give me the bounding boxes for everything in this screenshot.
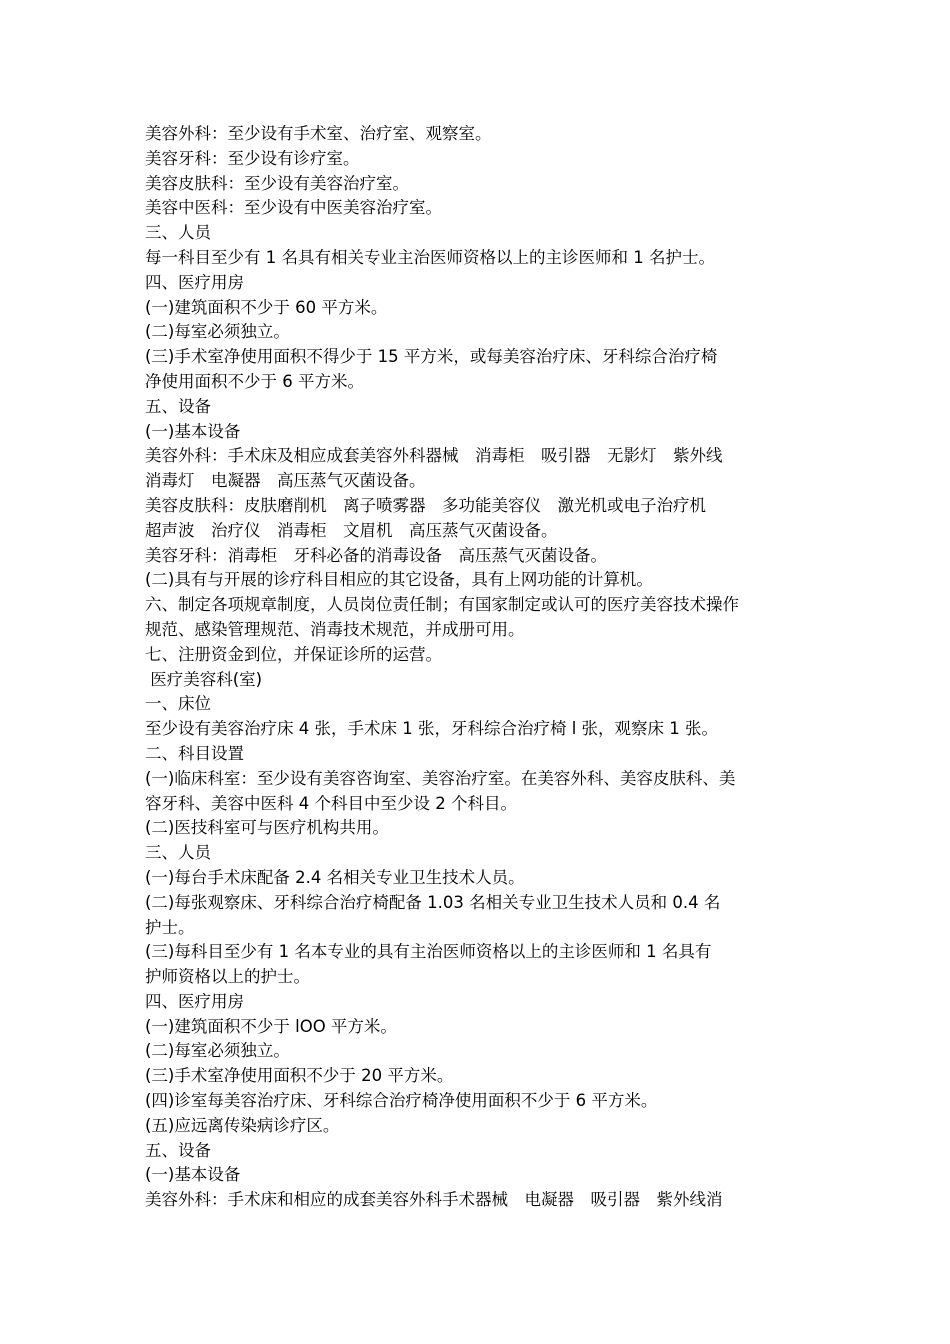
text-line: 超声波 治疗仪 消毒柜 文眉机 高压蒸气灭菌设备。 xyxy=(145,520,558,540)
text-line: (三)手术室净使用面积不少于 20 平方米。 xyxy=(145,1066,454,1086)
section-heading: 四、医疗用房 xyxy=(145,272,244,292)
text-line: 护士。 xyxy=(145,917,195,937)
text-line: 美容皮肤科：皮肤磨削机 离子喷雾器 多功能美容仪 激光机或电子治疗机 xyxy=(145,495,706,515)
text-line: 净使用面积不少于 6 平方米。 xyxy=(145,371,364,391)
text-line: 消毒灯 电凝器 高压蒸气灭菌设备。 xyxy=(145,471,426,491)
text-line: 护师资格以上的护士。 xyxy=(145,967,310,987)
section-title: 医疗美容科(室) xyxy=(145,669,263,689)
section-heading: 二、科目设置 xyxy=(145,743,244,763)
text-line: 每一科目至少有 1 名具有相关专业主治医师资格以上的主诊医师和 1 名护士。 xyxy=(145,247,715,267)
text-line: (四)诊室每美容治疗床、牙科综合治疗椅净使用面积不少于 6 平方米。 xyxy=(145,1091,658,1111)
text-line: 美容中医科：至少设有中医美容治疗室。 xyxy=(145,198,442,218)
text-line: (二)每室必须独立。 xyxy=(145,1041,290,1061)
text-line: (一)基本设备 xyxy=(145,421,241,441)
section-heading: 三、人员 xyxy=(145,843,211,863)
text-line: 至少设有美容治疗床 4 张，手术床 1 张，牙科综合治疗椅 l 张，观察床 1 张。 xyxy=(145,719,719,739)
text-line: (五)应远离传染病诊疗区。 xyxy=(145,1115,340,1135)
text-line: (一)临床科室：至少设有美容咨询室、美容治疗室。在美容外科、美容皮肤科、美 xyxy=(145,768,736,788)
text-line: (二)每张观察床、牙科综合治疗椅配备 1.03 名相关专业卫生技术人员和 0.4 名 xyxy=(145,892,721,912)
text-line: 六、制定各项规章制度，人员岗位责任制；有国家制定或认可的医疗美容技术操作 xyxy=(145,595,739,615)
section-heading: 三、人员 xyxy=(145,223,211,243)
text-line: (一)基本设备 xyxy=(145,1165,241,1185)
text-line: 美容外科：至少设有手术室、治疗室、观察室。 xyxy=(145,124,492,143)
text-line: (二)具有与开展的诊疗科目相应的其它设备，具有上网功能的计算机。 xyxy=(145,570,653,590)
text-line: (一)建筑面积不少于 lOO 平方米。 xyxy=(145,1016,397,1036)
text-line: 美容外科：手术床及相应成套美容外科器械 消毒柜 吸引器 无影灯 紫外线 xyxy=(145,446,723,466)
text-line: 美容外科：手术床和相应的成套美容外科手术器械 电凝器 吸引器 紫外线消 xyxy=(145,1190,723,1210)
text-line: 美容皮肤科：至少设有美容治疗室。 xyxy=(145,173,409,193)
section-heading: 五、设备 xyxy=(145,1140,211,1160)
section-heading: 五、设备 xyxy=(145,396,211,416)
text-line: (二)每室必须独立。 xyxy=(145,322,290,342)
section-heading: 四、医疗用房 xyxy=(145,991,244,1011)
text-line: 规范、感染管理规范、消毒技术规范，并成册可用。 xyxy=(145,619,525,639)
text-line: 美容牙科：至少设有诊疗室。 xyxy=(145,148,360,168)
text-line: 七、注册资金到位，并保证诊所的运营。 xyxy=(145,644,442,664)
document-body xyxy=(145,122,810,1213)
text-line: 美容牙科：消毒柜 牙科必备的消毒设备 高压蒸气灭菌设备。 xyxy=(145,545,607,565)
text-line: 容牙科、美容中医科 4 个科目中至少设 2 个科目。 xyxy=(145,793,517,813)
text-line: (一)建筑面积不少于 60 平方米。 xyxy=(145,297,388,317)
text-line: (三)每科目至少有 1 名本专业的具有主治医师资格以上的主诊医师和 1 名具有 xyxy=(145,942,712,962)
text-line: (一)每台手术床配备 2.4 名相关专业卫生技术人员。 xyxy=(145,867,525,887)
section-heading: 一、床位 xyxy=(145,694,211,714)
text-line: (三)手术室净使用面积不得少于 15 平方米，或每美容治疗床、牙科综合治疗椅 xyxy=(145,347,718,367)
text-line: (二)医技科室可与医疗机构共用。 xyxy=(145,818,389,838)
